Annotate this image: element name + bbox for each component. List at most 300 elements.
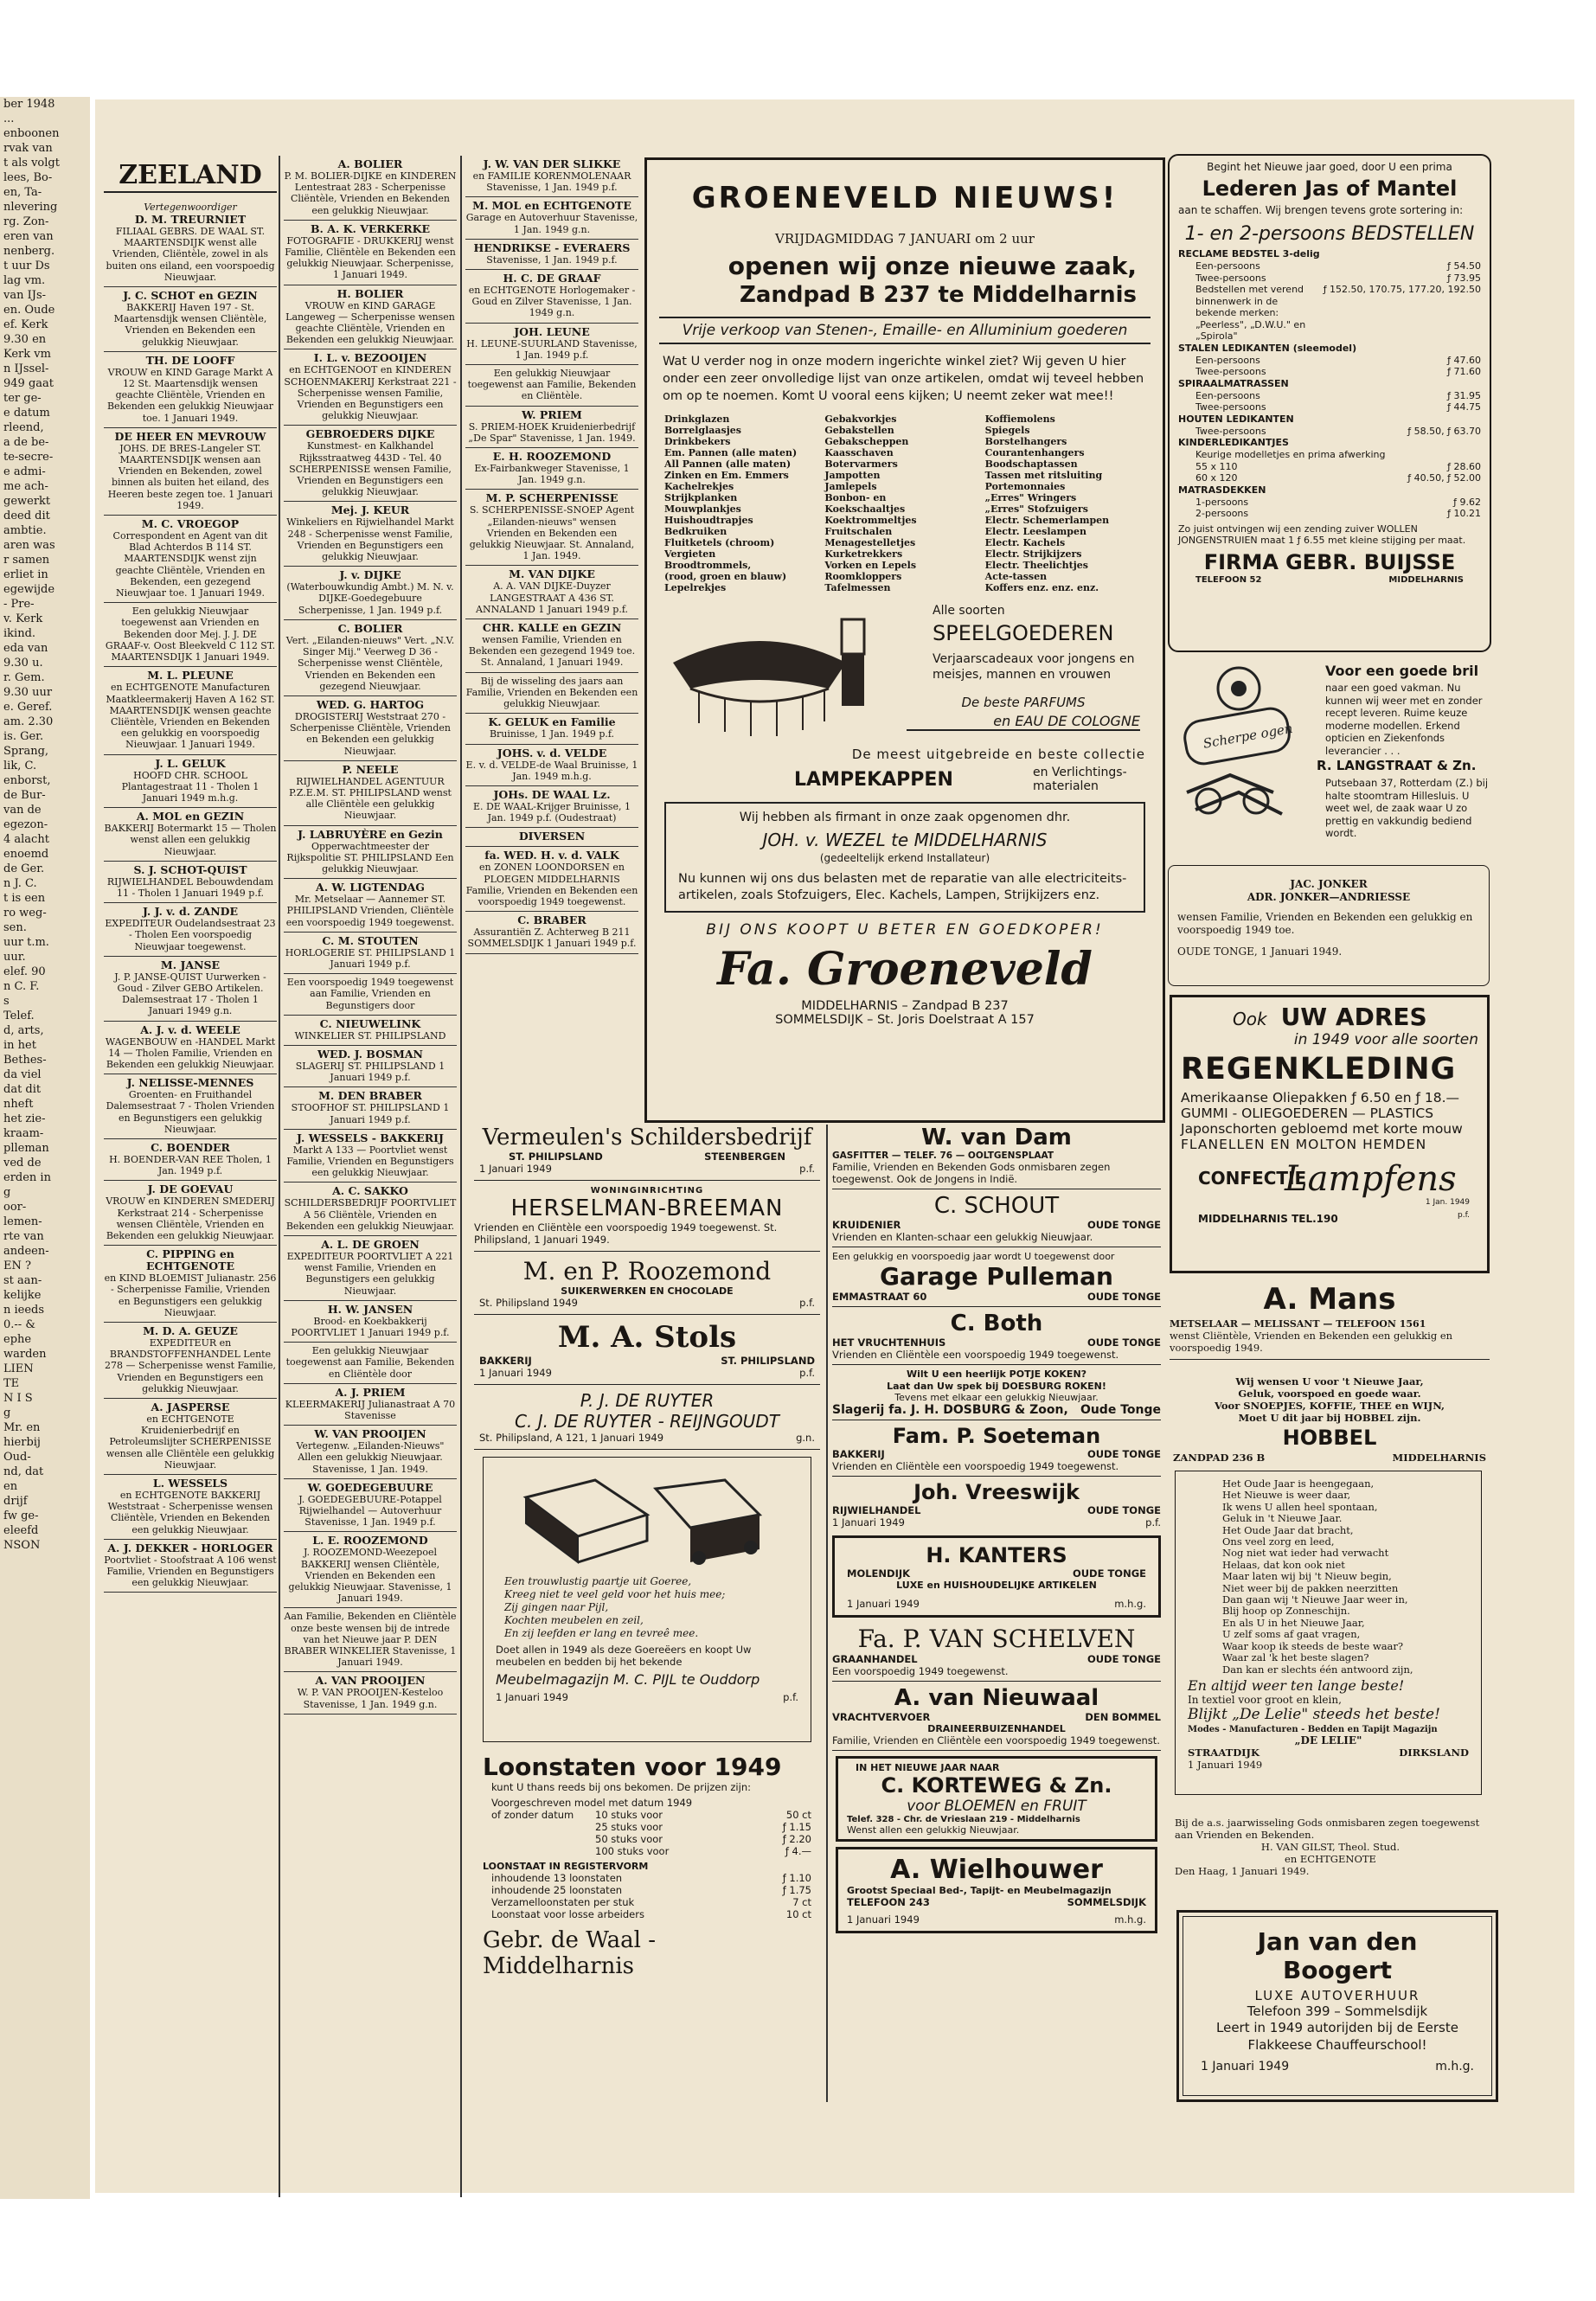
small-ad-name: J. v. DIJKE bbox=[339, 568, 401, 582]
article-item: Zinken en Em. Emmers bbox=[664, 470, 789, 481]
dosburg-l1: Wilt U een heerlijk POTJE KOKEN? bbox=[906, 1368, 1087, 1380]
lamps-line-1: De meest uitgebreide en beste collectie bbox=[851, 747, 1145, 762]
regen-l3: Japonschorten gebloemd met korte mouw bbox=[1181, 1121, 1463, 1137]
small-ad-text: en KIND BLOEMIST Julianastr. 256 - Scherpenisse Familie, Vrienden en Begunstigers een gelukkig Nieuwjaar. bbox=[104, 1272, 277, 1318]
dosburg-l3: Tevens met elkaar een gelukkig Nieuwjaar. bbox=[894, 1392, 1099, 1403]
small-ad-name: J. L. GELUK bbox=[155, 756, 226, 770]
vreeswijk-ad bbox=[832, 1477, 1161, 1532]
price-row bbox=[1178, 497, 1481, 509]
small-ad bbox=[104, 352, 277, 428]
ruyter-l1: P. J. DE RUYTER bbox=[580, 1390, 715, 1411]
prev-page-line: ber 1948 bbox=[3, 98, 55, 111]
groeneveld-addr-2: SOMMELSDIJK – St. Joris Doelstraat A 157 bbox=[775, 1013, 1035, 1027]
article-item: Electr. Strijkijzers bbox=[984, 548, 1082, 560]
small-ad-name: JOHS. v. d. VELDE bbox=[497, 746, 607, 760]
toys-lead: Alle soorten bbox=[933, 604, 1005, 618]
prev-page-line: a de be- bbox=[3, 436, 49, 449]
prev-page-line: Mr. en bbox=[3, 1421, 41, 1434]
small-ad-text: Bruinisse, 1 Jan. 1949 p.f. bbox=[489, 728, 615, 740]
vangilst-ad bbox=[1175, 1817, 1486, 1877]
prev-page-line: dat dit bbox=[3, 1083, 42, 1096]
poem-line: Ons veel zorg en leed, bbox=[1222, 1535, 1335, 1548]
small-ad-text: Bij de wisseling des jaars aan Familie, Vrienden en Bekenden een gelukkig Nieuwjaar. bbox=[465, 675, 638, 710]
small-ad bbox=[284, 879, 457, 933]
small-ad-text: Brood- en Koekbakkerij POORTVLIET 1 Januari 1949 p.f. bbox=[291, 1315, 450, 1339]
price-value: ƒ 44.75 bbox=[1447, 401, 1481, 413]
prev-page-line: lag vm. bbox=[3, 274, 46, 287]
article-item: Acte-tassen bbox=[984, 571, 1048, 582]
pijl-text: Doet allen in 1949 als deze Goereëers en koopt Uw meubelen en bedden bij het bekende bbox=[496, 1644, 752, 1668]
small-ad-lead: Vertegenwoordiger bbox=[144, 202, 237, 213]
regen-lead: Ook bbox=[1233, 1009, 1267, 1029]
article-list-3 bbox=[985, 413, 1145, 593]
jonker-text: wensen Familie, Vrienden en Bekenden een gelukkig en voorspoedig 1949 toe. bbox=[1177, 911, 1473, 936]
prev-page-line: t uur Ds bbox=[3, 260, 50, 272]
price-row bbox=[1178, 260, 1481, 272]
price-item: Een-persoons bbox=[1195, 389, 1260, 401]
pijl-date: 1 Januari 1949 bbox=[496, 1691, 568, 1703]
small-ad-text: SLAGERIJ ST. PHILIPSLAND 1 Januari 1949 p.f. bbox=[295, 1060, 445, 1084]
small-ad bbox=[284, 567, 457, 620]
firm-box bbox=[664, 802, 1145, 913]
loon-cell bbox=[491, 1833, 595, 1845]
wielhouwer-l3: SOMMELSDIJK bbox=[1067, 1895, 1146, 1908]
prev-page-line: 9.30 en bbox=[3, 333, 47, 346]
small-ad bbox=[465, 714, 638, 744]
small-ad bbox=[104, 1540, 277, 1593]
poem-line: En zij leefden er lang en tevreê mee. bbox=[504, 1627, 699, 1639]
prev-page-line: nd, dat bbox=[3, 1465, 44, 1478]
vreeswijk-l1: RIJWIELHANDEL bbox=[832, 1503, 921, 1516]
prev-page-line: 9.30 u. bbox=[3, 657, 43, 670]
prev-page-line: andeen- bbox=[3, 1245, 49, 1258]
stols-l1: BAKKERIJ bbox=[479, 1355, 532, 1367]
price-value: ƒ 152.50, 170.75, 177.20, 192.50 bbox=[1323, 284, 1481, 295]
groeneveld-open-1: openen wij onze nieuwe zaak, bbox=[727, 252, 1137, 280]
prev-page-line: r samen bbox=[3, 554, 50, 567]
article-item: Strijkplanken bbox=[664, 492, 738, 503]
article-item: Em. Pannen (alle maten) bbox=[664, 447, 798, 458]
small-ad-text: A. A. VAN DIJKE-Duyzer LANGESTRAAT A 436 ST. ANNALAND 1 Januari 1949 p.f. bbox=[476, 580, 628, 615]
small-ad-name: J. WESSELS - BAKKERIJ bbox=[297, 1131, 444, 1144]
schelven-ad bbox=[832, 1621, 1161, 1682]
loon-cell: Verzamelloonstaten per stuk bbox=[491, 1896, 635, 1908]
loon-row bbox=[491, 1908, 811, 1920]
regen-date: 1 Jan. 1949 bbox=[1425, 1198, 1470, 1207]
groeneveld-title: GROENEVELD NIEUWS! bbox=[691, 181, 1118, 215]
regenkleding-ad bbox=[1170, 995, 1490, 1273]
firm-name: JOH. v. WEZEL te MIDDELHARNIS bbox=[762, 830, 1048, 850]
article-item: Vergieten bbox=[664, 548, 716, 560]
prev-page-line: in het bbox=[3, 1039, 36, 1052]
firm-lead: Wij hebben als firmant in onze zaak opgenomen dhr. bbox=[739, 811, 1071, 824]
small-ad-text: Een gelukkig Nieuwjaar toegewenst aan Familie, Bekenden en Cliëntèle. bbox=[467, 368, 637, 402]
small-ad bbox=[284, 349, 457, 426]
small-ad bbox=[284, 933, 457, 974]
soeteman-name: Fam. P. Soeteman bbox=[892, 1423, 1101, 1448]
schout-ad bbox=[832, 1189, 1161, 1247]
price-item: Twee-persoons bbox=[1195, 425, 1266, 437]
small-ad bbox=[284, 285, 457, 350]
korteweg-addr: Telef. 328 - Chr. de Vrieslaan 219 - Middelharnis bbox=[847, 1814, 1080, 1824]
small-ad bbox=[465, 270, 638, 324]
dosburg-ad bbox=[832, 1365, 1161, 1420]
small-ad bbox=[284, 221, 457, 285]
jonker-name: JAC. JONKER bbox=[1290, 878, 1368, 890]
small-ad bbox=[104, 862, 277, 903]
poem-line: Het Oude Jaar dat bracht, bbox=[1222, 1523, 1354, 1536]
article-item: Kachelrekjes bbox=[664, 481, 734, 492]
loon-cell: 50 stuks voor bbox=[595, 1833, 663, 1845]
price-item: Een-persoons bbox=[1195, 260, 1260, 272]
loon-lead: Voorgeschreven model met datum 1949 bbox=[491, 1797, 693, 1809]
small-ad-text: en ECHTGENOTE Horlogemaker - Goud en Zilver Stavenisse, 1 Jan. 1949 g.n. bbox=[468, 285, 636, 319]
loon-reg: LOONSTAAT IN REGISTERVORM bbox=[483, 1861, 649, 1872]
small-ad-text: WAGENBOUW en -HANDEL Markt 14 — Tholen Familie, Vrienden en Bekenden een gelukkig Nieuwjaar. bbox=[105, 1035, 276, 1070]
article-item: Drinkbekers bbox=[664, 436, 731, 447]
price-item: Een-persoons bbox=[1195, 354, 1260, 366]
pulleman-lead: Een gelukkig en voorspoedig jaar wordt U toegewenst door bbox=[832, 1251, 1115, 1262]
price-item: 55 x 110 bbox=[1195, 460, 1238, 472]
price-item: 60 x 120 bbox=[1195, 472, 1238, 484]
hobbel-l2: Geluk, voorspoed en goede waar. bbox=[1238, 1388, 1421, 1400]
small-ad-text: J. P. JANSE-QUIST Uurwerken - Goud - Zilver GEBO Artikelen. Dalemsestraat 17 - Tholen 1 Januari 1949 g.n. bbox=[114, 971, 266, 1017]
small-ad-name: M. C. VROEGOP bbox=[141, 517, 240, 531]
poem-line: Geluk in 't Nieuwe Jaar. bbox=[1222, 1512, 1343, 1525]
langstraat-addr: Putsebaan 37, Rotterdam (Z.) bij halte stoomtram Hillesluis. U weet wel, de zaak waar U zo prettig en vakkundig bediend wordt. bbox=[1325, 777, 1489, 839]
small-ad-name: W. PRIEM bbox=[522, 407, 582, 421]
herselman-ad bbox=[474, 1181, 820, 1252]
small-ad bbox=[465, 786, 638, 828]
prev-page-line: st aan- bbox=[3, 1274, 42, 1287]
prev-page-line: lik, C. bbox=[3, 760, 37, 772]
vreeswijk-name: Joh. Vreeswijk bbox=[913, 1479, 1080, 1504]
poem-line: Een trouwlustig paartje uit Goeree, bbox=[504, 1575, 692, 1587]
prev-page-line: da viel bbox=[3, 1068, 42, 1081]
small-ad bbox=[104, 667, 277, 754]
groeneveld-sub: Vrije verkoop van Stenen-, Emaille- en Alluminium goederen bbox=[659, 317, 1151, 344]
kanters-l2: OUDE TONGE bbox=[1072, 1567, 1146, 1580]
vermeulen-date: 1 Januari 1949 bbox=[479, 1163, 552, 1175]
lelie-date: 1 Januari 1949 bbox=[1188, 1758, 1263, 1771]
small-ad bbox=[104, 1246, 277, 1323]
article-item: Botervarmers bbox=[824, 458, 898, 470]
small-ad-name: A. W. LIGTENDAG bbox=[316, 881, 425, 894]
small-ad-name: I. L. v. BEZOOIJEN bbox=[313, 351, 427, 365]
boogert-l2: Telefoon 399 – Sommelsdijk bbox=[1247, 2003, 1428, 2019]
boogert-l3: Leert in 1949 autorijden bij de Eerste Flakkeese Chauffeurschool! bbox=[1216, 2020, 1458, 2053]
article-item: Tafelmessen bbox=[824, 582, 891, 593]
prev-page-line: t is een bbox=[3, 892, 46, 905]
small-ad bbox=[284, 1532, 457, 1608]
small-ad-text: BAKKERIJ Botermarkt 15 — Tholen wenst allen een gelukkig Nieuwjaar. bbox=[104, 823, 277, 857]
mans-text: wenst Cliëntèle, Vrienden en Bekenden een gelukkig en voorspoedig 1949. bbox=[1170, 1330, 1453, 1354]
prev-page-line: n C. F. bbox=[3, 980, 40, 993]
article-item: Broodtrommels, bbox=[664, 560, 752, 571]
article-item: Drinkglazen bbox=[664, 413, 730, 425]
price-section-label: HOUTEN LEDIKANTEN bbox=[1178, 413, 1294, 425]
wielhouwer-ad bbox=[836, 1847, 1157, 1933]
loon-cell: 25 stuks voor bbox=[595, 1821, 663, 1833]
boogert-mhg: m.h.g. bbox=[1435, 2060, 1474, 2073]
both-l2: OUDE TONGE bbox=[1086, 1336, 1161, 1349]
small-ad-name: H. W. JANSEN bbox=[327, 1302, 413, 1316]
article-item: Roomkloppers bbox=[824, 571, 902, 582]
price-value: ƒ 58.50, ƒ 63.70 bbox=[1407, 425, 1481, 437]
prev-page-line: s bbox=[3, 995, 10, 1008]
prev-page-line: kelijke bbox=[3, 1289, 42, 1302]
small-ad-text: SCHILDERSBEDRIJF POORTVLIET A 56 Cliëntèle, Vrienden en Bekenden een gelukkig Nieuwjaar. bbox=[284, 1197, 457, 1232]
pulleman-l2: OUDE TONGE bbox=[1086, 1291, 1161, 1303]
poem-line: Niet weer bij de pakken neerzitten bbox=[1222, 1581, 1399, 1594]
regen-pf: p.f. bbox=[1458, 1211, 1470, 1220]
small-ad-text: Ex-Fairbankweger Stavenisse, 1 Jan. 1949 g.n. bbox=[474, 463, 630, 486]
schout-text: Vrienden en Klanten-schaar een gelukkig Nieuwjaar. bbox=[832, 1231, 1093, 1243]
vangilst-name: H. VAN GILST, Theol. Stud. bbox=[1260, 1841, 1401, 1853]
prev-page-line: van IJs- bbox=[3, 289, 47, 302]
prev-page-line: egewijde bbox=[3, 583, 55, 596]
prev-page-line: en. Oude bbox=[3, 304, 55, 317]
small-ad-name: S. J. SCHOT-QUIST bbox=[133, 862, 247, 876]
article-item: Tassen met ritsluiting bbox=[984, 470, 1103, 481]
small-ad bbox=[104, 808, 277, 862]
article-item: Koekschaaltjes bbox=[824, 503, 906, 515]
article-item: Kaasschaven bbox=[824, 447, 894, 458]
prev-page-line: rg. Zon- bbox=[3, 215, 49, 228]
prev-page-line: ephe bbox=[3, 1333, 32, 1346]
wielhouwer-l2: TELEFOON 243 bbox=[847, 1895, 930, 1908]
small-ad-text: RIJWIELHANDEL AGENTUUR P.Z.E.M. ST. PHILIPSLAND wenst alle Cliëntèle een gelukkig Nieuwjaar. bbox=[289, 775, 452, 822]
prev-page-line: oor- bbox=[3, 1201, 27, 1214]
prev-page-line: n ieeds bbox=[3, 1304, 45, 1317]
small-ad-text: RIJWIELHANDEL Bebouwdendam 11 - Tholen 1 Januari 1949 p.f. bbox=[106, 875, 274, 899]
vangilst-text: Bij de a.s. jaarwisseling Gods onmisbaren zegen toegewenst aan Vrienden en Bekenden. bbox=[1175, 1817, 1480, 1841]
prev-page-line: e admi- bbox=[3, 465, 46, 478]
ruyter-place: St. Philipsland, A 121, 1 Januari 1949 bbox=[479, 1432, 664, 1444]
pulleman-l1: EMMASTRAAT 60 bbox=[832, 1291, 927, 1303]
boogert-l1: LUXE AUTOVERHUUR bbox=[1254, 1988, 1420, 2003]
small-ad-name: A. BOLIER bbox=[337, 157, 403, 170]
price-item: Twee-persoons bbox=[1195, 272, 1266, 284]
small-ad-name: GEBROEDERS DIJKE bbox=[305, 427, 435, 441]
small-ad-name: J. DE GOEVAU bbox=[147, 1183, 234, 1196]
small-ad-text: (Waterbouwkundig Ambt.) M. N. v. DIJKE-Goedegebuure Scherpenisse, 1 Jan. 1949 p.f. bbox=[286, 581, 454, 616]
small-ad bbox=[465, 324, 638, 365]
small-ad bbox=[465, 197, 638, 239]
price-row bbox=[1178, 401, 1481, 413]
small-ad-name: A. C. SAKKO bbox=[332, 1184, 408, 1198]
small-ad-name: DE HEER EN MEVROUW bbox=[114, 429, 266, 443]
both-name: C. Both bbox=[950, 1311, 1043, 1336]
poem-line: Blij hoop op Zonneschijn. bbox=[1222, 1605, 1350, 1618]
small-ad bbox=[284, 1608, 457, 1672]
prev-page-line: enoemd bbox=[3, 848, 49, 861]
loon-row bbox=[491, 1845, 811, 1857]
price-item: Bedstellen met verend binnenwerk in de bekende merken: „Peerless", „D.W.U." en „Spirola" bbox=[1195, 284, 1306, 342]
small-ad-name: C. BOENDER bbox=[151, 1140, 230, 1154]
small-ad-text: Assurantiën Z. Achterweg B 211 SOMMELSDIJK 1 Januari 1949 p.f. bbox=[467, 926, 637, 950]
small-ad bbox=[465, 912, 638, 953]
poem-line: Waar zal 'k het beste slagen? bbox=[1222, 1651, 1369, 1664]
small-ad-text: en ECHTGENOOT en KINDEREN SCHOENMAKERIJ Kerkstraat 221 - Scherpenisse wensen Familie, Vrienden en Begunstigers een gelukkig Nieuwjaar. bbox=[284, 364, 457, 422]
groeneveld-slogan: BIJ ONS KOOPT U BETER EN GOEDKOPER! bbox=[706, 921, 1104, 939]
prev-page-line: fw ge- bbox=[3, 1509, 39, 1522]
col3-ads bbox=[465, 156, 638, 954]
small-ad-name: JOH. LEUNE bbox=[514, 324, 590, 338]
small-ad bbox=[284, 974, 457, 1016]
small-ad-text: EXPEDITEUR POORTVLIET A 221 wenst Familie, Vrienden en Begunstigers een gelukkig Nieuwjaar. bbox=[286, 1251, 454, 1297]
small-ad-name: W. VAN PROOIJEN bbox=[314, 1427, 426, 1441]
loon-row bbox=[491, 1872, 811, 1884]
prev-page-line: kraam- bbox=[3, 1127, 44, 1140]
prev-page-line: am. 2.30 bbox=[3, 715, 54, 728]
small-ad-name: C. M. STOUTEN bbox=[322, 933, 419, 947]
prev-page-line: ambtie. bbox=[3, 524, 47, 537]
poem-line: Ik wens U allen heel spontaan, bbox=[1222, 1500, 1378, 1513]
both-ad bbox=[832, 1307, 1161, 1365]
schout-l1: KRUIDENIER bbox=[832, 1219, 901, 1231]
buijsse-name: GEBR. BUIJSSE bbox=[1285, 549, 1456, 574]
small-ad bbox=[284, 1236, 457, 1301]
loon-register-rows bbox=[483, 1872, 811, 1920]
small-ad bbox=[465, 847, 638, 912]
groeneveld-date: VRIJDAGMIDDAG 7 JANUARI om 2 uur bbox=[775, 231, 1035, 247]
pijl-name: Meubelmagazijn M. C. PIJL te Ouddorp bbox=[496, 1671, 760, 1688]
article-item: (rood, groen en blauw) bbox=[664, 571, 787, 582]
roozemond-pf: p.f. bbox=[799, 1297, 815, 1309]
langstraat-name: R. LANGSTRAAT & Zn. bbox=[1317, 758, 1477, 773]
small-ad-name: A. J. PRIEM bbox=[335, 1385, 406, 1399]
nieuwaal-l3: DRAINEERBUIZENHANDEL bbox=[927, 1722, 1066, 1734]
buijsse-place: MIDDELHARNIS bbox=[1388, 574, 1464, 585]
prev-page-line: de Ger. bbox=[3, 862, 45, 875]
article-item: Koffers enz. enz. enz. bbox=[984, 582, 1099, 593]
prev-page-line: TE bbox=[3, 1377, 20, 1390]
poem-line: Waar koop ik steeds de beste waar? bbox=[1222, 1639, 1404, 1652]
poem-line: Helaas, dat kon ook niet bbox=[1222, 1558, 1345, 1571]
hobbel-l1: Wij wensen U voor 't Nieuwe Jaar, bbox=[1235, 1375, 1424, 1388]
small-ad-text: en ECHTGENOTE Kruidenierbedrijf en Petroleumslijter SCHERPENISSE wensen alle Cliëntèle een gelukkig Nieuwjaar. bbox=[106, 1413, 275, 1471]
article-item: Menagestelletjes bbox=[824, 537, 916, 548]
small-ad bbox=[104, 287, 277, 352]
prev-page-line: e. Geref. bbox=[3, 701, 53, 714]
schout-name: C. SCHOUT bbox=[933, 1193, 1060, 1219]
column-rule bbox=[279, 156, 280, 2197]
lelie-ad bbox=[1175, 1471, 1482, 1795]
wielhouwer-mhg: m.h.g. bbox=[1114, 1913, 1146, 1926]
column-zeeland bbox=[104, 160, 277, 1593]
poem-line: Nog niet wat ieder had verwacht bbox=[1222, 1547, 1389, 1560]
groeneveld-intro: Wat U verder nog in onze modern ingerichte winkel ziet? Wij geven U hier onder een zeer onvolledige lijst van onze artikelen, omdat wij teveel hebben om op te noemen. Komt U vooral eens kijken; U neemt zeker wat mee!! bbox=[663, 355, 1144, 403]
price-value: ƒ 10.21 bbox=[1447, 508, 1481, 519]
prev-page-line: 4 alacht bbox=[3, 833, 49, 846]
small-ad-text: Kunstmest- en Kalkhandel Rijksstraatweg 443D - Tel. 40 SCHERPENISSE wensen Familie, Vrienden en Begunstigers een gelukkig Nieuwjaar. bbox=[289, 440, 452, 498]
loon-price: 7 ct bbox=[792, 1896, 811, 1908]
small-ad-text: P. M. BOLIER-DIJKE en KINDEREN Lentestraat 283 - Scherpenisse Cliëntèle, Vrienden en Bekenden een gelukkig Nieuwjaar. bbox=[284, 170, 457, 216]
column-rule bbox=[826, 1125, 828, 2102]
loon-price-rows bbox=[483, 1809, 811, 1857]
regen-title: REGENKLEDING bbox=[1181, 1052, 1457, 1086]
small-ad-text: Poortvliet - Stoofstraat A 106 wenst Familie, Vrienden en Begunstigers een gelukkig Nieuwjaar. bbox=[104, 1554, 277, 1589]
small-ad-text: en FAMILIE KORENMOLENAAR Stavenisse, 1 Jan. 1949 p.f. bbox=[472, 170, 631, 194]
price-row bbox=[1178, 426, 1481, 438]
buijsse-tel: TELEFOON 52 bbox=[1195, 574, 1262, 585]
groeneveld-addr-1: MIDDELHARNIS – Zandpad B 237 bbox=[801, 999, 1009, 1013]
small-ad bbox=[104, 603, 277, 667]
small-ad-text: STOOFHOF ST. PHILIPSLAND 1 Januari 1949 p.f. bbox=[291, 1102, 450, 1125]
dam-text: Familie, Vrienden en Bekenden Gods onmisbaren zegen toegewenst. Ook de Jongens in Indië. bbox=[832, 1161, 1111, 1185]
prev-page-line: de Bur- bbox=[3, 789, 46, 802]
price-value: ƒ 9.62 bbox=[1453, 496, 1481, 508]
small-ad-name: A. J. DEKKER - HORLOGER bbox=[107, 1541, 273, 1554]
mans-line: METSELAAR — MELISSANT — TELEFOON 1561 bbox=[1170, 1318, 1426, 1330]
article-item: Portemonnaies bbox=[984, 481, 1066, 492]
small-ad-text: JOHS. DE BRES-Langeler ST. MAARTENSDIJK wensen aan Vrienden en Bekenden, zowel binnen als buiten het eiland, des Heeren beste zegen toe. 1 Januari 1949. bbox=[107, 442, 273, 511]
dosburg-name: Slagerij fa. J. H. DOSBURG & Zoon, bbox=[832, 1402, 1068, 1417]
prev-page-line: drijf bbox=[3, 1495, 28, 1508]
small-ad-text: wensen Familie, Vrienden en Bekenden een gezegend 1949 toe. St. Annaland, 1 Januari 1949. bbox=[468, 634, 636, 669]
loon-price: ƒ 4.— bbox=[785, 1845, 811, 1857]
boogert-ad bbox=[1176, 1910, 1498, 2102]
soeteman-text: Vrienden en Cliëntèle een voorspoedig 1949 toegewenst. bbox=[832, 1459, 1119, 1472]
prev-page-line: en, Ta- bbox=[3, 186, 42, 199]
small-ad bbox=[104, 1022, 277, 1075]
small-ad-text: Vertegenw. „Eilanden-Nieuws" Allen een gelukkig Nieuwjaar. Stavenisse, 1 Jan. 1949. bbox=[296, 1440, 445, 1475]
small-ad bbox=[284, 1130, 457, 1183]
regen-city: MIDDELHARNIS TEL.190 bbox=[1198, 1213, 1338, 1225]
prev-page-line: ... bbox=[3, 112, 15, 125]
small-ad-name: M. JANSE bbox=[160, 958, 221, 971]
eye-sign-illustration bbox=[1170, 663, 1308, 836]
pijl-poem bbox=[496, 1575, 798, 1640]
price-section-label: RECLAME BEDSTEL 3-delig bbox=[1178, 248, 1320, 260]
small-ad-name: M. D. A. GEUZE bbox=[143, 1324, 238, 1338]
prev-page-line: - Pre- bbox=[3, 598, 35, 611]
small-ad-text: J. GOEDEGEBUURE-Potappel Rijwielhandel — Autoverhuur Stavenisse, 1 Jan. 1949 p.f. bbox=[298, 1493, 442, 1529]
article-item: Gebakvorkjes bbox=[824, 413, 897, 425]
price-value: ƒ 71.60 bbox=[1447, 366, 1481, 377]
small-ad-name: C. NIEUWELINK bbox=[319, 1016, 421, 1030]
hobbel-l3: Voor SNOEPJES, KOFFIE, THEE en WIJN, bbox=[1215, 1400, 1445, 1412]
jonker-place: OUDE TONGE, 1 Januari 1949. bbox=[1177, 945, 1343, 958]
prev-page-line: NSON bbox=[3, 1539, 41, 1552]
prev-page-line: aren was bbox=[3, 539, 55, 552]
small-ad-text: Winkeliers en Rijwielhandel Markt 248 - Scherpenisse wenst Familie, Vrienden en Begunstigers een gelukkig Nieuwjaar. bbox=[286, 516, 454, 563]
small-ad-name: H. C. DE GRAAF bbox=[503, 272, 601, 285]
pulleman-ad bbox=[832, 1262, 1161, 1307]
vangilst-sub: en ECHTGENOTE bbox=[1285, 1853, 1376, 1865]
small-ad-name: C. PIPPING en ECHTGENOTE bbox=[146, 1247, 234, 1273]
small-ad-name: A. J. v. d. WEELE bbox=[140, 1022, 240, 1036]
small-ad bbox=[284, 620, 457, 696]
small-ad-text: VROUW en KIND Garage Markt A 12 St. Maartensdijk wensen geachte Cliëntèle, Vrienden en Bekenden een gelukkig Nieuwjaar toe. 1 Januari 1949. bbox=[106, 366, 274, 424]
dam-name: W. van Dam bbox=[921, 1125, 1072, 1150]
prev-page-line: nheft bbox=[3, 1098, 34, 1111]
korteweg-lead: IN HET NIEUWE JAAR NAAR bbox=[856, 1761, 1000, 1773]
lamp-illustration bbox=[656, 611, 872, 749]
price-value: ƒ 73.95 bbox=[1447, 272, 1481, 284]
price-value: ƒ 31.95 bbox=[1447, 389, 1481, 401]
prev-page-line: rleend, bbox=[3, 421, 44, 434]
regen-script: Lampfens bbox=[1285, 1159, 1457, 1199]
small-ad bbox=[284, 761, 457, 826]
prev-page-line: ved de bbox=[3, 1157, 42, 1170]
kanters-l1: MOLENDIJK bbox=[847, 1567, 911, 1580]
prev-page-line: het zie- bbox=[3, 1112, 46, 1125]
prev-page-line: erden in bbox=[3, 1171, 51, 1184]
small-ad-name: A. L. DE GROEN bbox=[321, 1238, 420, 1251]
price-row bbox=[1178, 508, 1481, 520]
